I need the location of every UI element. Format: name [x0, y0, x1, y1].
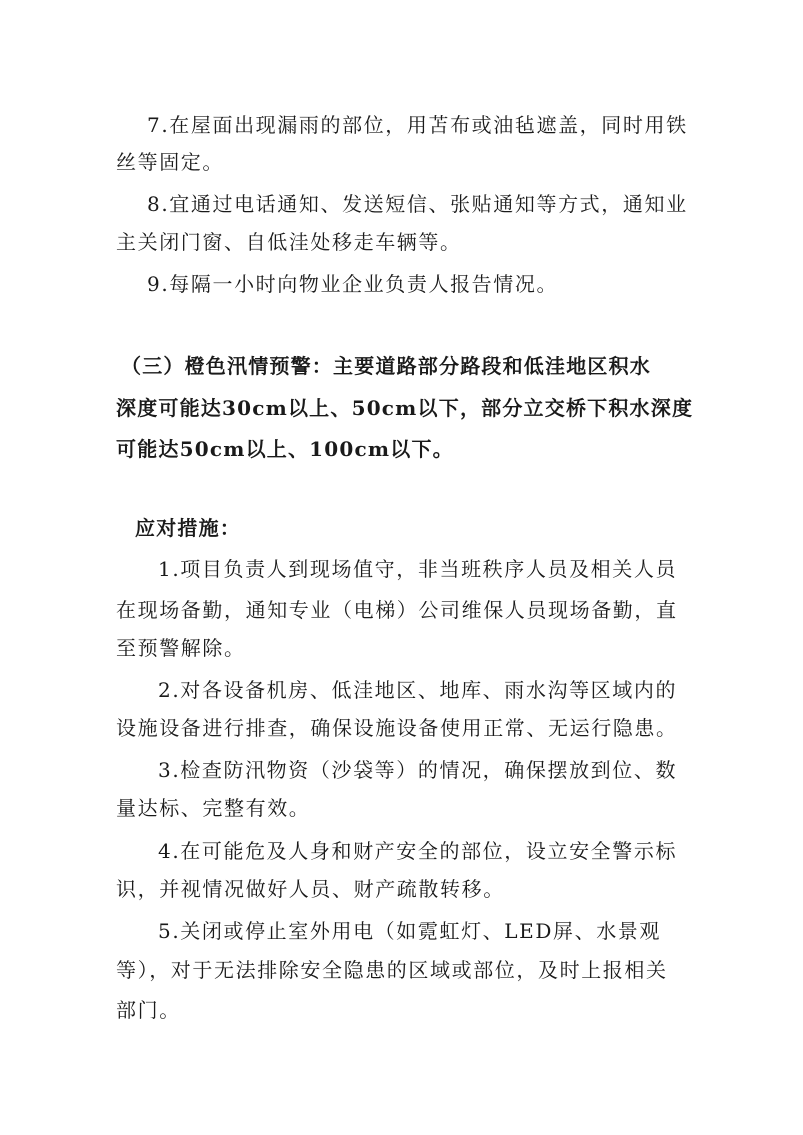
measure-5-line-3: 部门。: [116, 998, 181, 1022]
item-7-line-2: 丝等固定。: [116, 150, 224, 174]
item-7-line-1: 7.在屋面出现漏雨的部位，用苫布或油毡遮盖，同时用铁: [147, 113, 688, 137]
warning-line-3: 可能达50cm以上、100cm以下。: [116, 437, 454, 461]
measure-1-line-2: 在现场备勤，通知专业（电梯）公司维保人员现场备勤，直: [116, 598, 678, 622]
measure-5-line-2: 等），对于无法排除安全隐患的区域或部位，及时上报相关: [116, 958, 668, 982]
measure-1-line-3: 至预警解除。: [116, 636, 246, 660]
measures-heading: 应对措施：: [135, 516, 241, 540]
item-9-line-1: 9.每隔一小时向物业企业负责人报告情况。: [147, 272, 559, 296]
measure-3-line-1: 3.检查防汛物资（沙袋等）的情况，确保摆放到位、数: [158, 758, 678, 782]
measure-4-line-1: 4.在可能危及人身和财产安全的部位，设立安全警示标: [158, 839, 678, 863]
measure-5-line-1: 5.关闭或停止室外用电（如霓虹灯、LED屏、水景观: [158, 919, 661, 943]
measure-2-line-2: 设施设备进行排查，确保设施设备使用正常、无运行隐患。: [116, 716, 678, 740]
item-8-line-1: 8.宜通过电话通知、发送短信、张贴通知等方式，通知业: [147, 192, 688, 216]
measure-1-line-1: 1.项目负责人到现场值守，非当班秩序人员及相关人员: [158, 557, 678, 581]
warning-line-1: （三）橙色汛情预警：主要道路部分路段和低洼地区积水: [121, 354, 651, 378]
measure-4-line-2: 识，并视情况做好人员、财产疏散转移。: [116, 877, 505, 901]
warning-line-2: 深度可能达30cm以上、50cm以下，部分立交桥下积水深度: [116, 396, 694, 420]
item-8-line-2: 主关闭门窗、自低洼处移走车辆等。: [116, 230, 462, 254]
measure-2-line-1: 2.对各设备机房、低洼地区、地库、雨水沟等区域内的: [158, 678, 678, 702]
measure-3-line-2: 量达标、完整有效。: [116, 796, 311, 820]
